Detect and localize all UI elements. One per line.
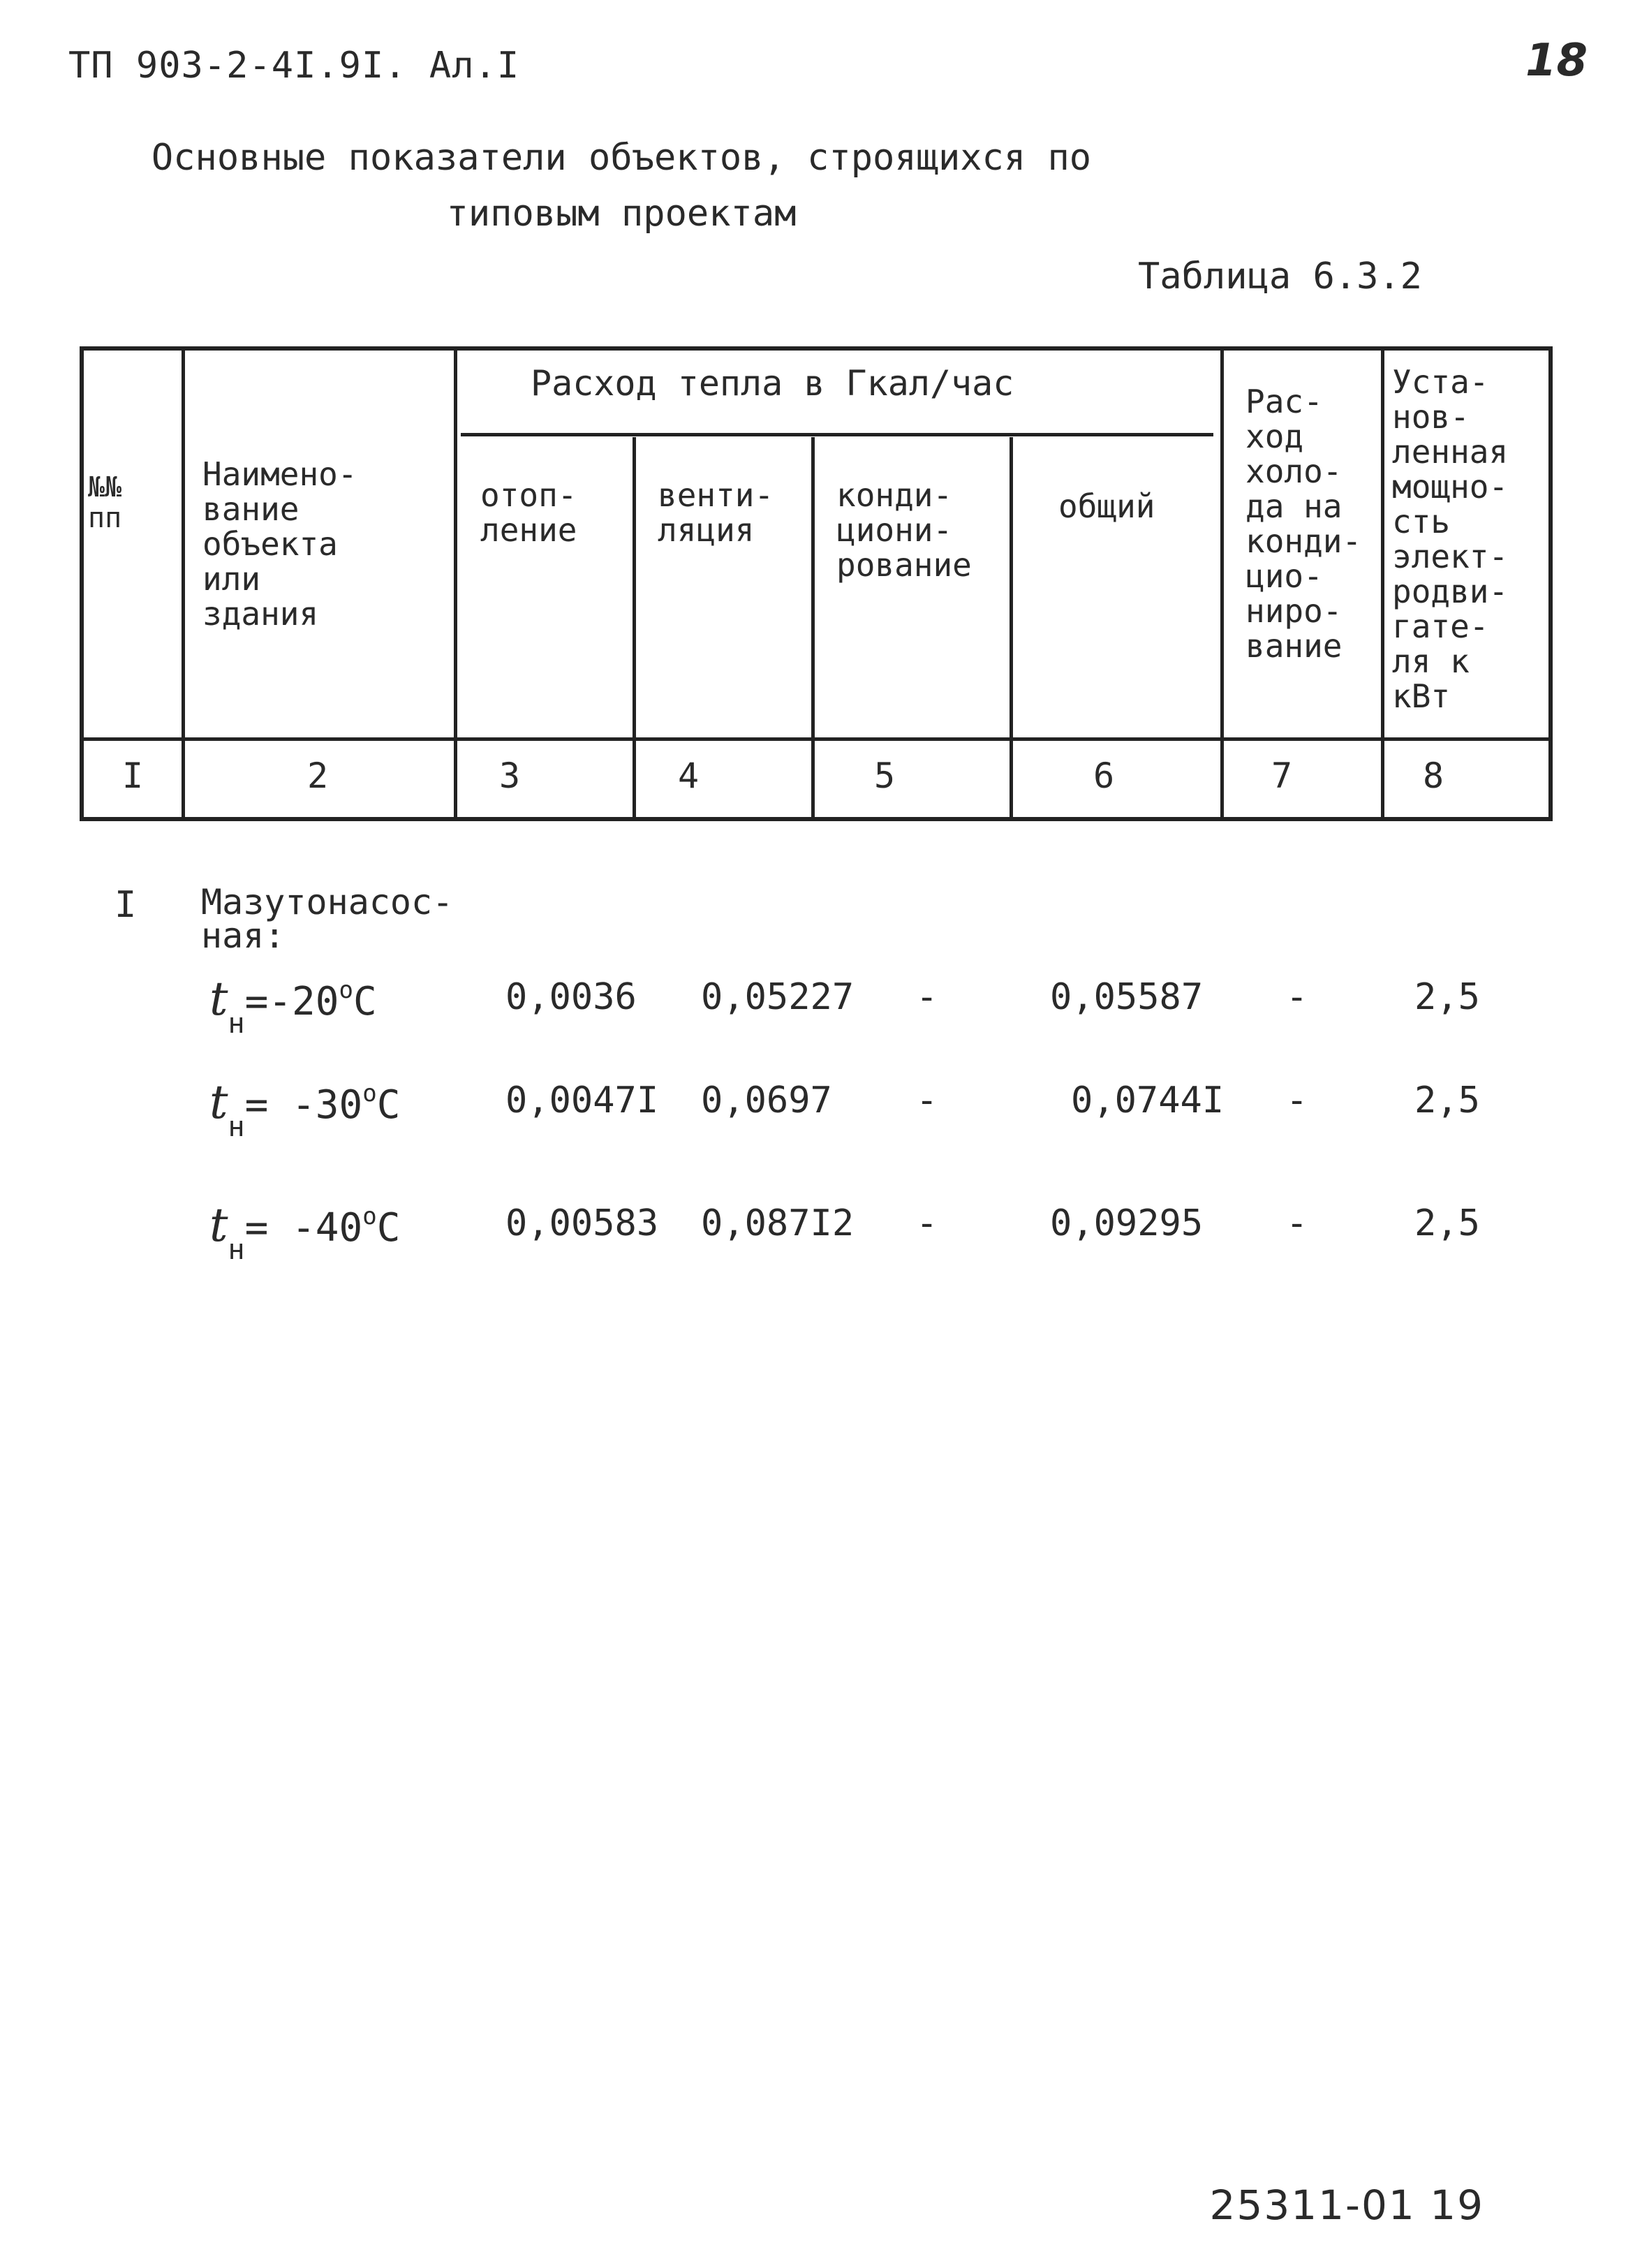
total-value: 0,09295 xyxy=(1050,1202,1204,1244)
row-number: I xyxy=(114,884,137,926)
column-number: 4 xyxy=(677,756,700,796)
column-number: 5 xyxy=(873,756,896,796)
header-cold-consumption: Рас- ход холо- да на конди- цио- ниро- вание xyxy=(1245,383,1362,665)
heating-value: 0,0036 xyxy=(505,976,637,1018)
column-number: 3 xyxy=(498,756,521,796)
table-divider xyxy=(461,433,1213,436)
column-number: 6 xyxy=(1093,756,1115,796)
table-row xyxy=(0,1198,1649,1282)
table-divider xyxy=(84,737,1548,741)
conditioning-value: - xyxy=(916,1202,938,1244)
table-header xyxy=(80,346,1553,821)
header-total: общий xyxy=(1058,487,1155,525)
power-value: 2,5 xyxy=(1414,976,1480,1018)
header-object-name: Наимено- вание объекта или здания xyxy=(202,455,357,633)
cold-value: - xyxy=(1286,1080,1308,1121)
heating-value: 0,00583 xyxy=(505,1202,659,1244)
total-value: 0,05587 xyxy=(1050,976,1204,1018)
header-ventilation: венти- ляция xyxy=(658,476,774,549)
power-value: 2,5 xyxy=(1414,1080,1480,1121)
document-code: ТП 903-2-4I.9I. Ал.I xyxy=(68,45,520,87)
page-number: 18 xyxy=(1525,35,1588,87)
header-heating: отоп- ление xyxy=(480,476,577,549)
outdoor-temperature-label: $t_н= -40^оС$ xyxy=(209,1198,401,1266)
header-conditioning: конди- циони- рование xyxy=(836,476,972,584)
conditioning-value: - xyxy=(916,976,938,1018)
column-number: 8 xyxy=(1422,756,1444,796)
table-divider xyxy=(182,351,185,817)
table-caption: Таблица 6.3.2 xyxy=(1138,256,1422,297)
ventilation-value: 0,087I2 xyxy=(701,1202,855,1244)
cold-value: - xyxy=(1286,1202,1308,1244)
power-value: 2,5 xyxy=(1414,1202,1480,1244)
column-number: I xyxy=(121,756,144,796)
outdoor-temperature-label: $t_н= -30^оС$ xyxy=(209,1075,401,1143)
cold-value: - xyxy=(1286,976,1308,1018)
ventilation-value: 0,0697 xyxy=(701,1080,832,1121)
table-row xyxy=(0,1075,1649,1159)
footer-code: 25311-01 19 xyxy=(1209,2181,1484,2229)
title-line-2: типовым проектам xyxy=(446,193,797,235)
title-line-1: Основные показатели объектов, строящихся по xyxy=(151,137,1092,179)
page-title xyxy=(0,130,1243,242)
table-divider xyxy=(454,351,457,817)
heating-value: 0,0047I xyxy=(505,1080,659,1121)
header-installed-power: Уста- нов- ленная мощно- сть элект- родви- гате- ля к кВт xyxy=(1392,363,1509,715)
ventilation-value: 0,05227 xyxy=(701,976,855,1018)
table-row xyxy=(0,972,1649,1056)
table-divider xyxy=(1381,351,1384,817)
column-number: 2 xyxy=(306,756,329,796)
column-number: 7 xyxy=(1271,756,1293,796)
conditioning-value: - xyxy=(916,1080,938,1121)
total-value: 0,0744I xyxy=(1071,1080,1225,1121)
header-number-column: №№ пп xyxy=(88,471,122,534)
table-divider xyxy=(1220,351,1224,817)
header-heat-consumption: Расход тепла в Гкал/час xyxy=(531,363,1014,404)
outdoor-temperature-label: $t_н=-20^оС$ xyxy=(209,972,377,1040)
object-name: Мазутонасос- ная: xyxy=(201,882,454,956)
